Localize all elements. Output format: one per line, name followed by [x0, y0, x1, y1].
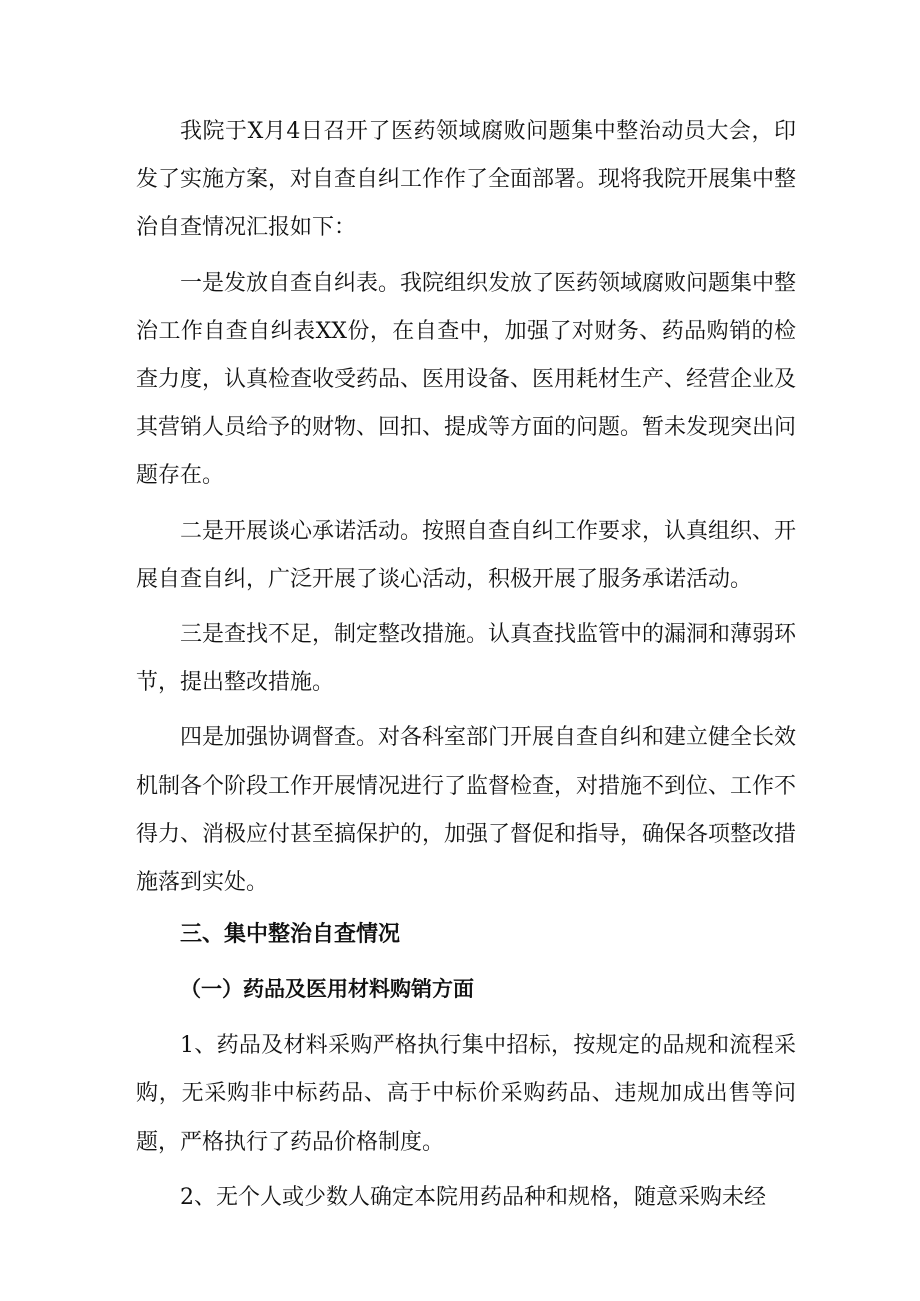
paragraph-gap	[136, 1167, 796, 1174]
section-heading: 三、集中整治自查情况	[180, 922, 401, 948]
paragraph-gap	[136, 253, 796, 260]
item4-paragraph: 四是加强协调督查。对各科室部门开展自查自纠和建立健全长效机制各个阶段工作开展情况进行了监督检查，对措施不到位、工作不得力、消极应付甚至搞保护的，加强了督促和指导，确保各项整改措施落到实处。	[136, 725, 797, 896]
paragraph-gap	[136, 501, 796, 508]
section-subheading: （一）药品及医用材料购销方面	[180, 976, 474, 1002]
item1-paragraph: 一是发放自查自纠表。我院组织发放了医药领域腐败问题集中整治工作自查自纠表XX份，在自查中，加强了对财务、药品购销的检查力度，认真检查收受药品、医用设备、医用耗材生产、经营企业及其营销人员给予的财物、回扣、提成等方面的问题。暂未发现突出问题存在。	[136, 270, 797, 489]
paragraph-gap	[136, 604, 796, 611]
point1-paragraph: 1、药品及材料采购严格执行集中招标，按规定的品规和流程采购，无采购非中标药品、高于中标价采购药品、违规加成出售等问题，严格执行了药品价格制度。	[136, 1033, 796, 1155]
paragraph-gap	[136, 707, 796, 714]
document-page	[136, 108, 796, 1222]
intro-paragraph: 我院于X月4日召开了医药领域腐败问题集中整治动员大会，印发了实施方案，对自查自纠工作作了全面部署。现将我院开展集中整治自查情况汇报如下：	[136, 119, 797, 241]
item3-paragraph: 三是查找不足，制定整改措施。认真查找监管中的漏洞和薄弱环节，提出整改措施。	[136, 622, 797, 696]
item2-paragraph: 二是开展谈心承诺活动。按照自查自纠工作要求，认真组织、开展自查自纠，广泛开展了谈心活动，积极开展了服务承诺活动。	[136, 518, 797, 592]
paragraph-gap	[136, 1015, 796, 1022]
point2-paragraph: 2、无个人或少数人确定本院用药品种和规格，随意采购未经	[180, 1184, 766, 1210]
